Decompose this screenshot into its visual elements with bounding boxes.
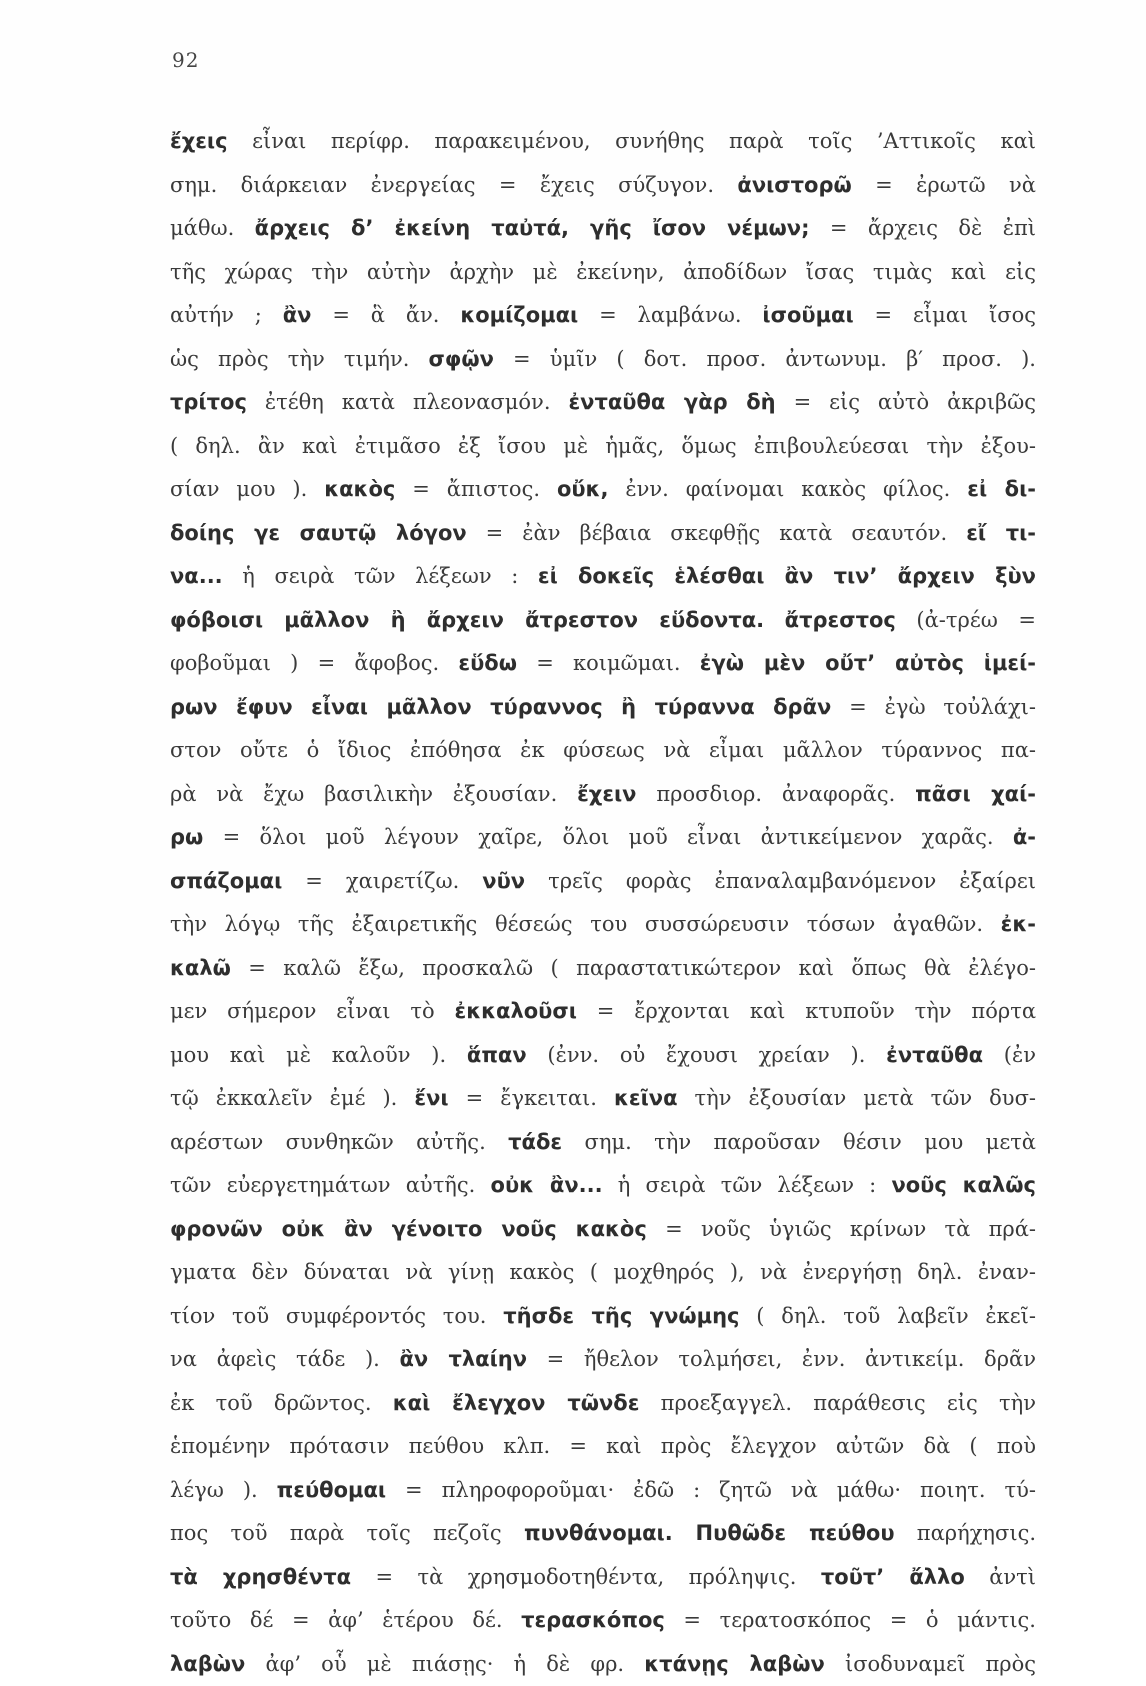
gloss-text: = τὰ χρησμοδοτηθέντα, πρόληψις. [351, 1565, 821, 1589]
text-line [170, 816, 1036, 860]
text-line [170, 903, 1036, 947]
headword: ἐνταῦθα [886, 1043, 983, 1067]
headword: τερασκόπος [521, 1608, 665, 1632]
gloss-text: ἡ σειρὰ τῶν λέξεων : [223, 564, 538, 588]
gloss-text: ἡ σειρὰ τῶν λέξεων : [603, 1173, 892, 1197]
text-line [170, 686, 1036, 730]
gloss-text: = εἰς αὐτὸ ἀκριβῶς [776, 390, 1036, 414]
text-line [170, 425, 1036, 469]
gloss-text: παρήχησις. [895, 1521, 1036, 1545]
gloss-text: τῆς χώρας τὴν αὐτὴν ἀρχὴν μὲ ἐκείνην, ἀποδίδων ἴσας τιμὰς καὶ εἰς [170, 260, 1036, 284]
gloss-text: ( δηλ. τοῦ λαβεῖν ἐκεῖ- [739, 1304, 1036, 1328]
text-line [170, 1121, 1036, 1165]
gloss-text: αρέστων συνθηκῶν αὐτῆς. [170, 1130, 508, 1154]
text-line [170, 642, 1036, 686]
headword: να... [170, 564, 223, 588]
gloss-text: = ἃ ἄν. [311, 303, 460, 327]
gloss-text: = τερατοσκόπος = ὁ μάντις. [665, 1608, 1036, 1632]
headword: οὔκ, [557, 477, 609, 501]
text-line [170, 773, 1036, 817]
text-line [170, 381, 1036, 425]
headword: ἔνι [414, 1086, 448, 1110]
headword: ἂν [283, 303, 312, 327]
gloss-text: = ἐρωτῶ νὰ [852, 173, 1036, 197]
headword: λαβὼν [170, 1652, 245, 1676]
text-line [170, 729, 1036, 773]
gloss-text: ἐνν. φαίνομαι κακὸς φίλος. [608, 477, 967, 501]
gloss-text: ἀφ’ οὗ μὲ πιάσῃς· ἡ δὲ φρ. [245, 1652, 644, 1676]
headword: κομίζομαι [460, 303, 578, 327]
headword: ἐνταῦθα γὰρ δὴ [568, 390, 775, 414]
text-line [170, 207, 1036, 251]
text-line [170, 555, 1036, 599]
headword: ἐκκαλοῦσι [455, 999, 577, 1023]
gloss-text: = νοῦς ὑγιῶς κρίνων τὰ πρά- [647, 1217, 1036, 1241]
headword: ἰσοῦμαι [762, 303, 853, 327]
headword: φρονῶν οὐκ ἂν γένοιτο νοῦς κακὸς [170, 1217, 647, 1241]
gloss-text: τὴν λόγῳ τῆς ἐξαιρετικῆς θέσεώς του συσσώρευσιν τόσων ἀγαθῶν. [170, 912, 1001, 936]
headword: ἄτρεστος [785, 608, 896, 632]
headword: κεῖνα [614, 1086, 678, 1110]
gloss-text: = ἄπιστος. [395, 477, 557, 501]
gloss-text: = καλῶ ἔξω, προσκαλῶ ( παραστατικώτερον καὶ ὅπως θὰ ἐλέγο- [231, 956, 1036, 980]
gloss-text: τοῦτο δέ = ἀφ’ ἑτέρου δέ. [170, 1608, 521, 1632]
headword: τοῦτ’ ἄλλο [821, 1565, 965, 1589]
gloss-text: τὴν ἐξουσίαν μετὰ τῶν δυσ- [678, 1086, 1036, 1110]
text-line [170, 1295, 1036, 1339]
text-line [170, 1469, 1036, 1513]
headword: σφῷν [429, 347, 494, 371]
gloss-text: = ἤθελον τολμήσει, ἐνν. ἀντικείμ. δρᾶν [527, 1347, 1036, 1371]
page-number: 92 [172, 48, 199, 72]
gloss-text: σημ. τὴν παροῦσαν θέσιν μου μετὰ [562, 1130, 1036, 1154]
headword: ἐκ- [1001, 912, 1036, 936]
text-line [170, 599, 1036, 643]
text-line [170, 1164, 1036, 1208]
headword: ἐγὼ μὲν οὔτ’ αὐτὸς ἱμεί- [700, 651, 1036, 675]
gloss-text: ( δηλ. ἂν καὶ ἐτιμᾶσο ἐξ ἴσου μὲ ἡμᾶς, ὅμως ἐπιβουλεύεσαι τὴν ἐξου- [170, 434, 1036, 458]
gloss-text: τῷ ἐκκαλεῖν ἐμέ ). [170, 1086, 414, 1110]
text-line [170, 860, 1036, 904]
text-line [170, 1512, 1036, 1556]
gloss-text: (ἐνν. οὐ ἔχουσι χρείαν ). [527, 1043, 887, 1067]
headword: πυνθάνομαι. Πυθῶδε πεύθου [524, 1521, 895, 1545]
gloss-text: τῶν εὐεργετημάτων αὐτῆς. [170, 1173, 491, 1197]
headword: νῦν [482, 869, 525, 893]
headword: ἔχειν [577, 782, 636, 806]
gloss-text: λέγω ). [170, 1478, 277, 1502]
gloss-text: μάθω. [170, 216, 255, 240]
headword: ἂν τλαίην [399, 1347, 527, 1371]
gloss-text: = ἐγὼ τοὐλάχι- [831, 695, 1036, 719]
gloss-text: = λαμβάνω. [578, 303, 762, 327]
text-line [170, 294, 1036, 338]
gloss-text: = εἶμαι ἴσος [854, 303, 1036, 327]
gloss-text [764, 608, 785, 632]
text-line [170, 990, 1036, 1034]
headword: ἄρχεις δ’ ἐκείνη ταὐτά, γῆς ἴσον νέμων; [255, 216, 810, 240]
headword: φόβοισι μᾶλλον ἢ ἄρχειν ἄτρεστον εὕδοντα. [170, 608, 764, 632]
text-line [170, 1208, 1036, 1252]
gloss-text: να ἀφεὶς τάδε ). [170, 1347, 399, 1371]
text-line [170, 1425, 1036, 1469]
gloss-text: = κοιμῶμαι. [517, 651, 700, 675]
headword: τάδε [508, 1130, 562, 1154]
headword: νοῦς καλῶς [891, 1173, 1036, 1197]
gloss-text: ἐτέθη κατὰ πλεονασμόν. [247, 390, 569, 414]
text-line [170, 1643, 1036, 1686]
gloss-text: = πληροφοροῦμαι· ἐδῶ : ζητῶ νὰ μάθω· ποιητ. τύ- [386, 1478, 1036, 1502]
gloss-text: (ἀ-τρέω = [896, 608, 1036, 632]
headword: καλῶ [170, 956, 231, 980]
gloss-text: στον οὔτε ὁ ἴδιος ἐπόθησα ἐκ φύσεως νὰ εἶμαι μᾶλλον τύραννος πα- [170, 738, 1036, 762]
text-line [170, 251, 1036, 295]
gloss-text: = ὅλοι μοῦ λέγουν χαῖρε, ὅλοι μοῦ εἶναι ἀντικείμενον χαρᾶς. [203, 825, 1013, 849]
gloss-text: ἰσοδυναμεῖ πρὸς [825, 1652, 1036, 1676]
gloss-text: προεξαγγελ. παράθεσις εἰς τὴν [639, 1391, 1036, 1415]
headword: οὐκ ἂν... [491, 1173, 603, 1197]
gloss-text: φοβοῦμαι ) = ἄφοβος. [170, 651, 458, 675]
gloss-text: μου καὶ μὲ καλοῦν ). [170, 1043, 467, 1067]
headword: ἀ- [1013, 825, 1036, 849]
text-body [170, 120, 1036, 1686]
text-line [170, 1382, 1036, 1426]
gloss-text: ἀντὶ [965, 1565, 1036, 1589]
gloss-text: γματα δὲν δύναται νὰ γίνῃ κακὸς ( μοχθηρός ), νὰ ἐνεργήσῃ δηλ. ἐναν- [170, 1260, 1036, 1284]
gloss-text: (ἐν [983, 1043, 1036, 1067]
text-line [170, 338, 1036, 382]
text-line [170, 1338, 1036, 1382]
gloss-text: μεν σήμερον εἶναι τὸ [170, 999, 455, 1023]
gloss-text: = ἔρχονται καὶ κτυποῦν τὴν πόρτα [577, 999, 1036, 1023]
text-line [170, 1034, 1036, 1078]
gloss-text: = ἐὰν βέβαια σκεφθῇς κατὰ σεαυτόν. [467, 521, 967, 545]
text-line [170, 1599, 1036, 1643]
headword: ἔχεις [170, 129, 228, 153]
text-line [170, 164, 1036, 208]
gloss-text: = ὑμῖν ( δοτ. προσ. ἀντωνυμ. β′ προσ. ). [494, 347, 1036, 371]
headword: ἀνιστορῶ [737, 173, 851, 197]
text-line [170, 1077, 1036, 1121]
gloss-text: σημ. διάρκειαν ἐνεργείας = ἔχεις σύζυγον. [170, 173, 737, 197]
gloss-text: τίον τοῦ συμφέροντός του. [170, 1304, 503, 1328]
gloss-text: προσδιορ. ἀναφορᾶς. [637, 782, 916, 806]
headword: τρίτος [170, 390, 247, 414]
headword: τὰ χρησθέντα [170, 1565, 351, 1589]
headword: ρω [170, 825, 203, 849]
headword: ρων ἔφυν εἶναι μᾶλλον τύραννος ἢ τύραννα δρᾶν [170, 695, 831, 719]
headword: δοίης γε σαυτῷ λόγον [170, 521, 467, 545]
headword: εἴ τι- [966, 521, 1036, 545]
gloss-text: τρεῖς φορὰς ἐπαναλαμβανόμενον ἐξαίρει [525, 869, 1036, 893]
gloss-text: πος τοῦ παρὰ τοῖς πεζοῖς [170, 1521, 524, 1545]
text-line [170, 1556, 1036, 1600]
headword: εἰ δοκεῖς ἑλέσθαι ἂν τιν’ ἄρχειν ξὺν [538, 564, 1036, 588]
headword: κτάνῃς λαβὼν [644, 1652, 825, 1676]
gloss-text: = χαιρετίζω. [282, 869, 482, 893]
headword: εἰ δι- [967, 477, 1036, 501]
text-line [170, 468, 1036, 512]
headword: πεύθομαι [277, 1478, 386, 1502]
text-line [170, 120, 1036, 164]
text-line [170, 1251, 1036, 1295]
gloss-text: ἐκ τοῦ δρῶντος. [170, 1391, 393, 1415]
headword: εὕδω [458, 651, 517, 675]
headword: πᾶσι χαί- [915, 782, 1036, 806]
gloss-text: ἑπομένην πρότασιν πεύθου κλπ. = καὶ πρὸς ἔλεγχον αὐτῶν δὰ ( ποὺ [170, 1434, 1036, 1458]
text-line [170, 512, 1036, 556]
gloss-text: = ἄρχεις δὲ ἐπὶ [810, 216, 1037, 240]
headword: σπάζομαι [170, 869, 282, 893]
gloss-text: ρὰ νὰ ἔχω βασιλικὴν ἐξουσίαν. [170, 782, 577, 806]
gloss-text: εἶναι περίφρ. παρακειμένου, συνήθης παρὰ τοῖς ’Αττικοῖς καὶ [228, 129, 1036, 153]
headword: τῆσδε τῆς γνώμης [503, 1304, 739, 1328]
headword: καὶ ἔλεγχον τῶνδε [393, 1391, 640, 1415]
gloss-text: αὐτήν ; [170, 303, 283, 327]
headword: κακὸς [324, 477, 395, 501]
gloss-text: σίαν μου ). [170, 477, 324, 501]
text-line [170, 947, 1036, 991]
gloss-text: = ἔγκειται. [449, 1086, 614, 1110]
gloss-text: ὡς πρὸς τὴν τιμήν. [170, 347, 429, 371]
headword: ἅπαν [467, 1043, 527, 1067]
